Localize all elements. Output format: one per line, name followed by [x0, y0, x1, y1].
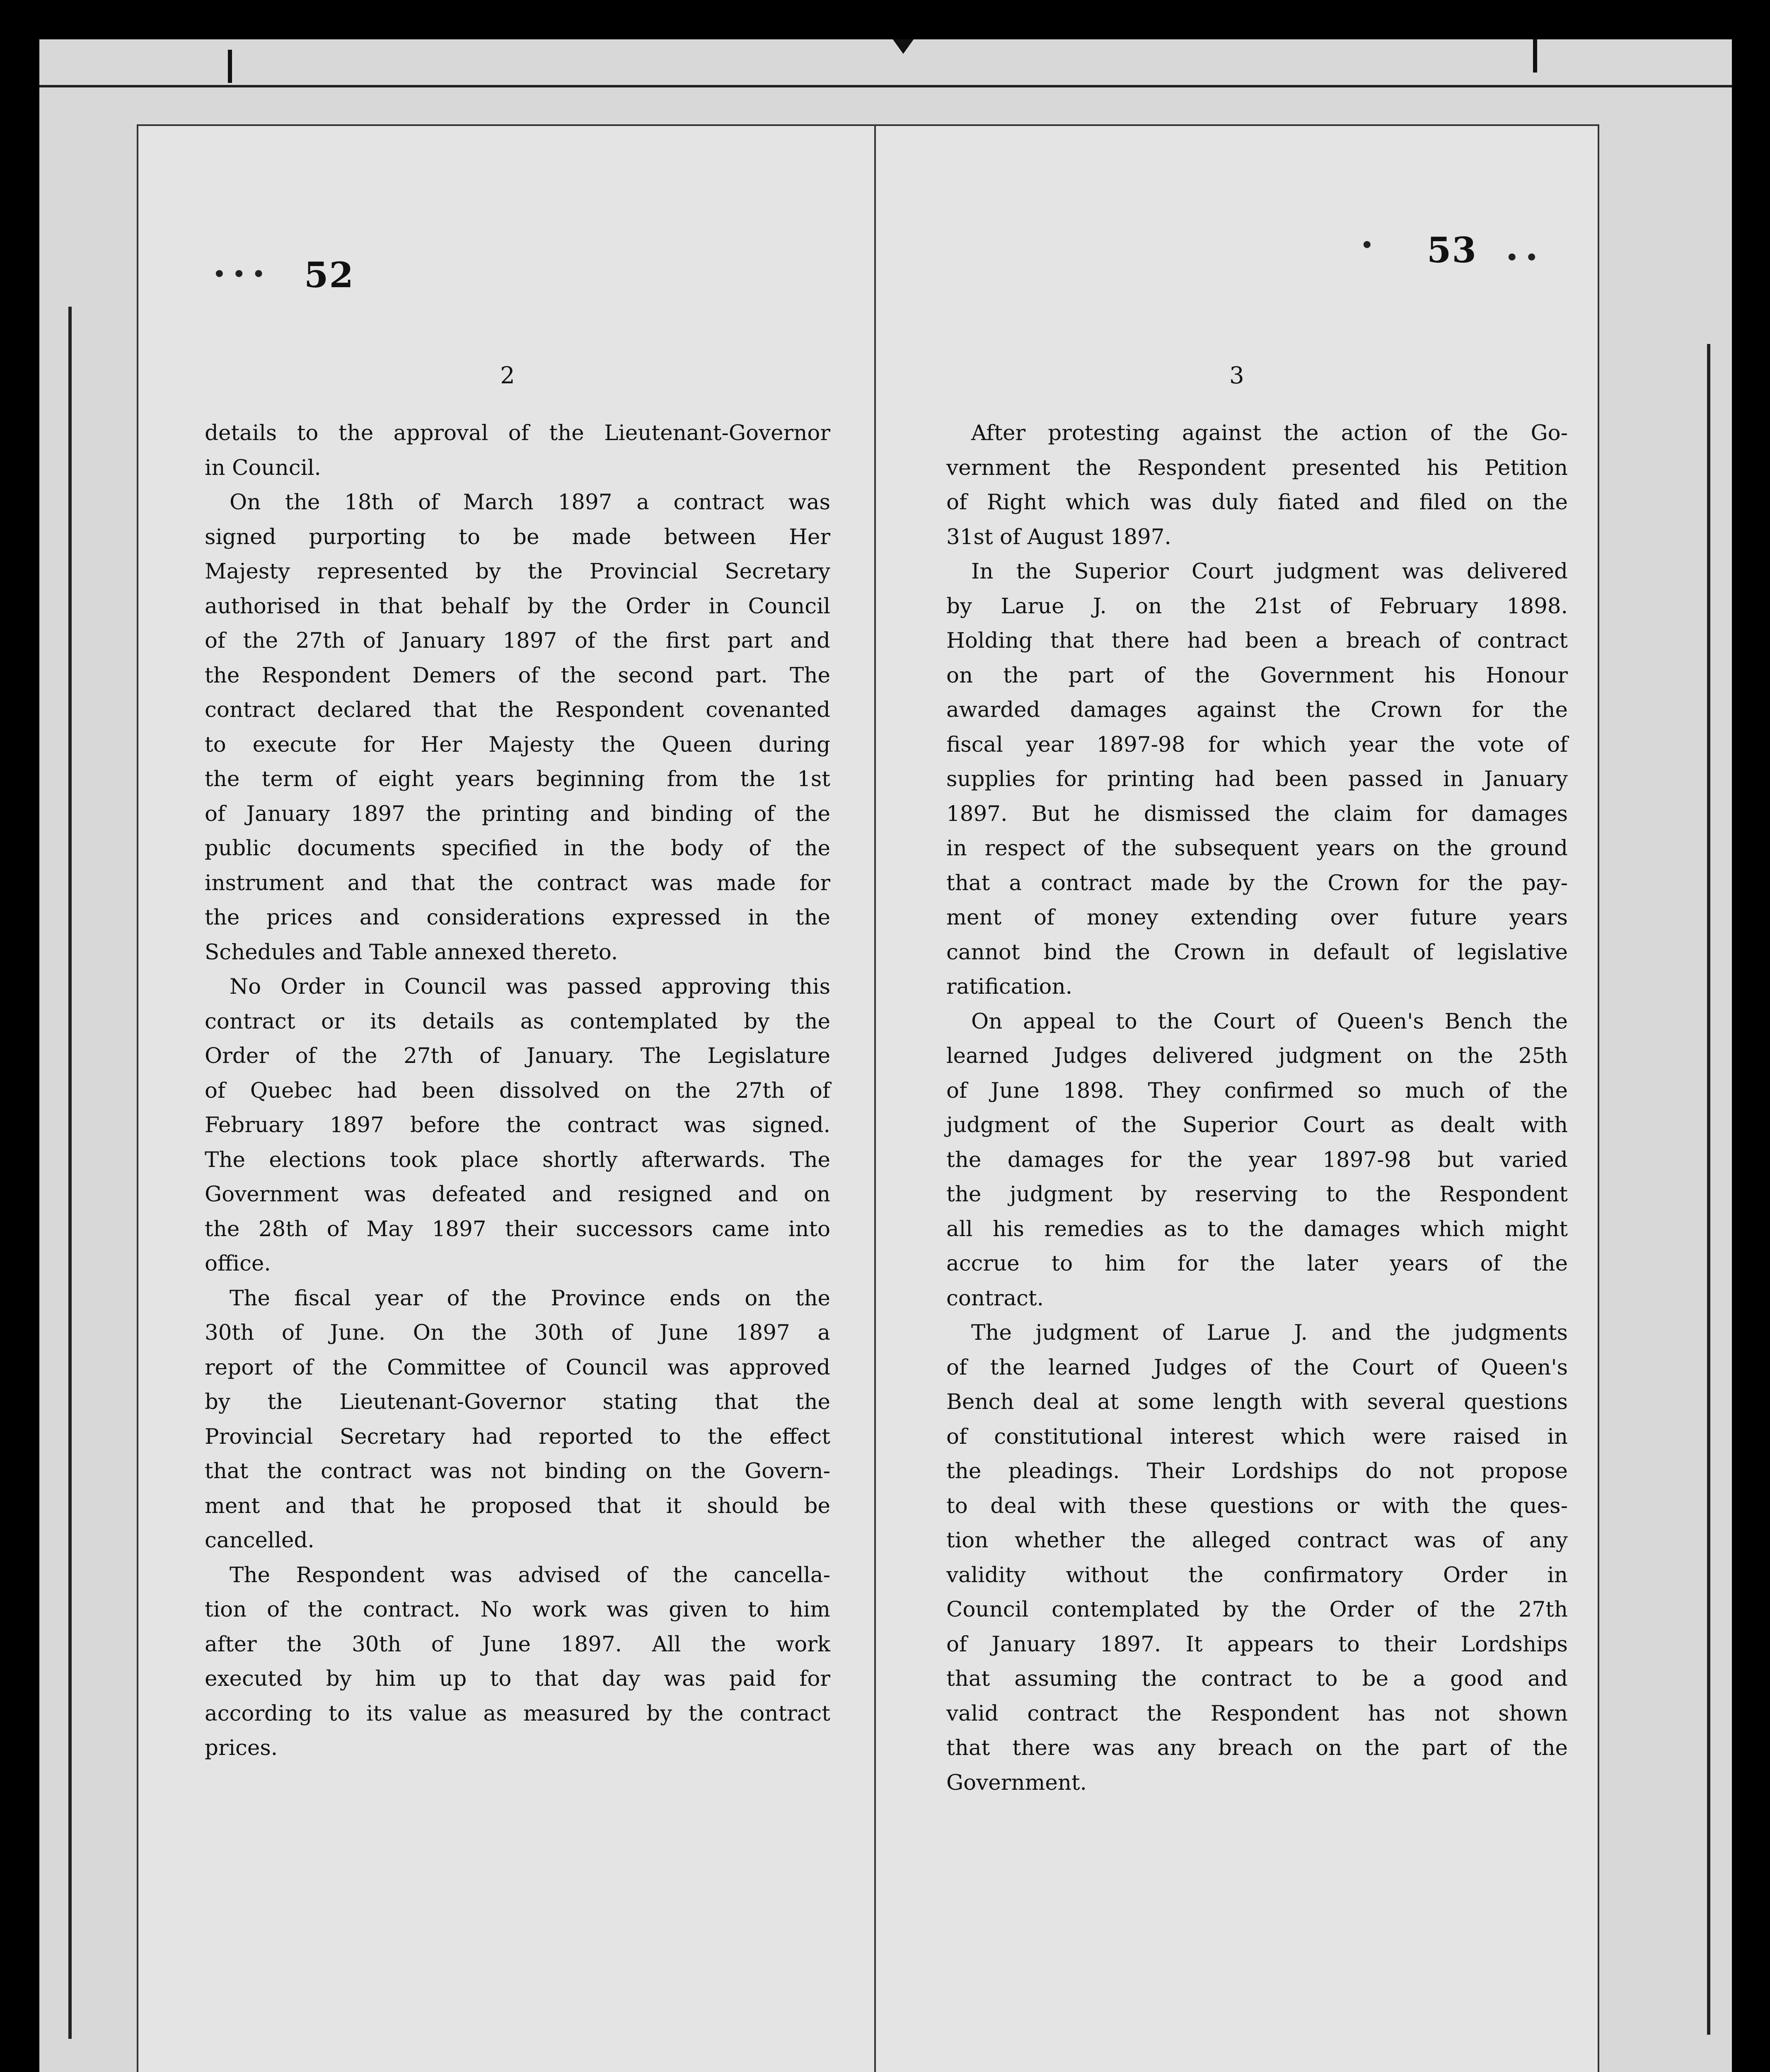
text-line: February 1897 before the contract was signed. — [205, 1113, 830, 1138]
text-line: authorised in that behalf by the Order in Council — [205, 593, 830, 619]
text-line: After protesting against the action of the Go- — [971, 421, 1568, 445]
text-line: the damages for the year 1897-98 but varied — [946, 1147, 1568, 1172]
text-line: the 28th of May 1897 their successors came into — [205, 1216, 830, 1242]
left-page-text — [205, 416, 830, 1766]
text-line: of January 1897 the printing and binding of the — [205, 801, 830, 826]
text-line: the judgment by reserving to the Respondent — [946, 1182, 1568, 1207]
text-line: judgment of the Superior Court as dealt with — [946, 1113, 1568, 1138]
text-line: cancelled. — [205, 1528, 314, 1553]
reel-tick-right — [1533, 39, 1537, 73]
text-line: details to the approval of the Lieutenant-Governor — [205, 421, 830, 445]
text-line: ment and that he proposed that it should be — [205, 1493, 830, 1518]
text-line: 31st of August 1897. — [946, 524, 1171, 549]
text-line: in Council. — [205, 455, 321, 480]
frame-marker-icon — [891, 39, 916, 56]
text-line: tion whether the alleged contract was of any — [946, 1528, 1568, 1553]
text-line: public documents specified in the body of the — [205, 836, 830, 861]
text-line: of Quebec had been dissolved on the 27th of — [205, 1078, 830, 1103]
text-line: learned Judges delivered judgment on the 25th — [946, 1043, 1568, 1068]
text-line: contract. — [946, 1285, 1044, 1311]
text-line: tion of the contract. No work was given to him — [205, 1597, 830, 1622]
text-line: ratification. — [946, 974, 1073, 999]
right-page-text — [946, 416, 1568, 1800]
text-line: of June 1898. They confirmed so much of the — [946, 1078, 1568, 1103]
text-line: 30th of June. On the 30th of June 1897 a — [205, 1320, 830, 1345]
text-line: No Order in Council was passed approving this — [230, 974, 830, 999]
text-line: validity without the confirmatory Order in — [946, 1562, 1568, 1588]
text-line: Government was defeated and resigned and on — [205, 1182, 830, 1207]
text-line: the pleadings. Their Lordships do not propose — [946, 1459, 1568, 1484]
text-line: supplies for printing had been passed in January — [946, 767, 1568, 792]
text-line: all his remedies as to the damages which might — [946, 1216, 1568, 1242]
text-line: contract declared that the Respondent covenanted — [205, 697, 830, 722]
reel-tick-left — [228, 50, 232, 83]
text-line: Order of the 27th of January. The Legislature — [205, 1043, 830, 1068]
ink-speck: • • • — [213, 263, 265, 286]
text-line: awarded damages against the Crown for the — [946, 697, 1568, 722]
text-line: the term of eight years beginning from the 1st — [205, 767, 830, 792]
text-line: The elections took place shortly afterwards. The — [205, 1147, 830, 1172]
text-line: in respect of the subsequent years on the ground — [946, 836, 1568, 861]
text-line: fiscal year 1897-98 for which year the vote of — [946, 732, 1568, 757]
text-line: Bench deal at some length with several questions — [946, 1389, 1568, 1414]
right-page — [874, 124, 1599, 2072]
text-line: accrue to him for the later years of the — [946, 1251, 1568, 1276]
text-line: contract or its details as contemplated by the — [205, 1009, 830, 1034]
text-line: according to its value as measured by the contract — [205, 1701, 830, 1726]
text-line: of Right which was duly fiated and filed on the — [946, 490, 1568, 515]
text-line: the Respondent Demers of the second part. The — [205, 663, 830, 688]
text-line: valid contract the Respondent has not shown — [946, 1701, 1568, 1726]
text-line: by Larue J. on the 21st of February 1898. — [946, 593, 1568, 619]
text-line: cannot bind the Crown in default of legislative — [946, 939, 1568, 965]
text-line: office. — [205, 1251, 271, 1276]
text-line: The judgment of Larue J. and the judgments — [971, 1320, 1568, 1345]
text-line: that a contract made by the Crown for the pay- — [946, 870, 1568, 896]
text-line: the prices and considerations expressed in the — [205, 905, 830, 930]
text-line: of the learned Judges of the Court of Queen's — [946, 1355, 1568, 1380]
text-line: The fiscal year of the Province ends on the — [230, 1285, 830, 1311]
text-line: to execute for Her Majesty the Queen during — [205, 732, 830, 757]
text-line: executed by him up to that day was paid for — [205, 1666, 830, 1691]
text-line: of the 27th of January 1897 of the first part and — [205, 628, 830, 653]
text-line: Holding that there had been a breach of contract — [946, 628, 1568, 653]
page-number-right: 3 — [1229, 362, 1244, 389]
text-line: that there was any breach on the part of the — [946, 1736, 1568, 1760]
text-line: of constitutional interest which were raised in — [946, 1424, 1568, 1449]
text-line: On appeal to the Court of Queen's Bench the — [971, 1009, 1568, 1034]
text-line: In the Superior Court judgment was delivered — [971, 559, 1568, 584]
text-line: vernment the Respondent presented his Petition — [946, 455, 1568, 480]
page-number-left: 2 — [500, 362, 515, 389]
text-line: report of the Committee of Council was approved — [205, 1355, 830, 1380]
text-line: Government. — [946, 1770, 1087, 1795]
text-line: ment of money extending over future years — [946, 905, 1568, 930]
text-line: after the 30th of June 1897. All the work — [205, 1631, 830, 1657]
text-line: to deal with these questions or with the ques- — [946, 1493, 1568, 1518]
text-line: prices. — [205, 1736, 278, 1760]
text-line: Majesty represented by the Provincial Secretary — [205, 559, 830, 584]
text-line: that assuming the contract to be a good and — [946, 1666, 1568, 1691]
right-margin-line — [1707, 344, 1710, 2035]
ink-speck: • • — [1506, 246, 1538, 269]
text-line: On the 18th of March 1897 a contract was — [230, 490, 830, 515]
text-line: instrument and that the contract was made for — [205, 870, 830, 896]
folio-number-left: 52 — [304, 254, 354, 295]
text-line: The Respondent was advised of the cancella- — [230, 1562, 830, 1588]
top-rule — [39, 85, 1732, 87]
text-line: that the contract was not binding on the Govern- — [205, 1459, 830, 1484]
text-line: signed purporting to be made between Her — [205, 524, 830, 549]
text-line: by the Lieutenant-Governor stating that the — [205, 1389, 830, 1414]
text-line: Provincial Secretary had reported to the effect — [205, 1424, 830, 1449]
ink-speck: • — [1361, 234, 1373, 257]
text-line: Council contemplated by the Order of the 27th — [946, 1597, 1568, 1622]
text-line: 1897. But he dismissed the claim for damages — [946, 801, 1568, 826]
text-line: of January 1897. It appears to their Lordships — [946, 1631, 1568, 1657]
left-page — [137, 124, 878, 2072]
folio-number-right: 53 — [1427, 230, 1477, 271]
left-margin-line — [68, 307, 72, 2039]
text-line: on the part of the Government his Honour — [946, 663, 1568, 688]
text-line: Schedules and Table annexed thereto. — [205, 939, 618, 965]
